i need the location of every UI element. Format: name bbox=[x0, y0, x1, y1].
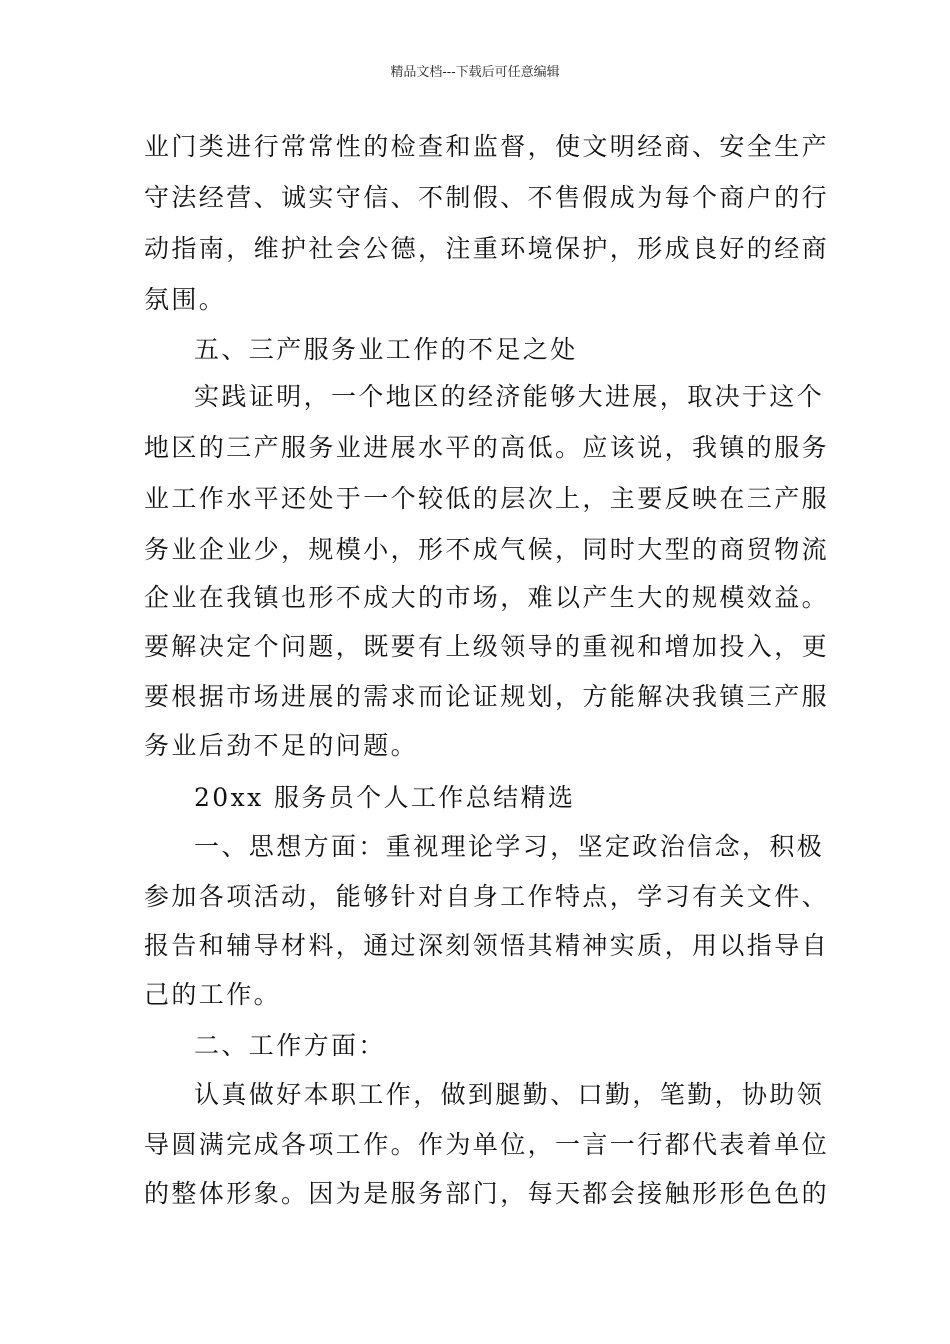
paragraph-line: 参加各项活动，能够针对自身工作特点，学习有关文件、 bbox=[144, 882, 830, 911]
paragraph-line: 的整体形象。因为是服务部门，每天都会接触形形色色的 bbox=[144, 1179, 830, 1208]
paragraph-line: 地区的三产服务业进展水平的高低。应该说，我镇的服务 bbox=[144, 433, 830, 462]
paragraph-line: 己的工作。 bbox=[144, 980, 282, 1009]
paragraph-line: 守法经营、诚实守信、不制假、不售假成为每个商户的行 bbox=[144, 183, 830, 212]
paragraph-line: 企业在我镇也形不成大的市场，难以产生大的规模效益。 bbox=[144, 583, 830, 612]
paragraph-line: 实践证明，一个地区的经济能够大进展，取决于这个 bbox=[194, 382, 825, 411]
paragraph-line: 认真做好本职工作，做到腿勤、口勤，笔勤，协助领 bbox=[194, 1080, 825, 1109]
paragraph-line: 业工作水平还处于一个较低的层次上，主要反映在三产服 bbox=[144, 484, 830, 513]
paragraph-line: 务业企业少，规模小，形不成气候，同时大型的商贸物流 bbox=[144, 535, 830, 564]
page-header: 精品文档---下载后可任意编辑 bbox=[390, 65, 560, 80]
paragraph-line: 氛围。 bbox=[144, 285, 227, 314]
section-heading: 五、三产服务业工作的不足之处 bbox=[194, 335, 578, 364]
paragraph-line: 动指南，维护社会公德，注重环境保护，形成良好的经商 bbox=[144, 234, 830, 263]
section-heading: 二、工作方面： bbox=[194, 1031, 386, 1060]
paragraph-line: 要解决定个问题，既要有上级领导的重视和增加投入，更 bbox=[144, 632, 830, 661]
paragraph-line: 业门类进行常常性的检查和监督，使文明经商、安全生产 bbox=[144, 132, 830, 161]
paragraph-line: 报告和辅导材料，通过深刻领悟其精神实质，用以指导自 bbox=[144, 931, 830, 960]
paragraph-line: 导圆满完成各项工作。作为单位，一言一行都代表着单位 bbox=[144, 1130, 830, 1159]
paragraph-line: 要根据市场进展的需求而论证规划，方能解决我镇三产服 bbox=[144, 682, 830, 711]
paragraph-line: 一、思想方面：重视理论学习，坚定政治信念，积极 bbox=[194, 832, 825, 861]
paragraph-line: 务业后劲不足的问题。 bbox=[144, 731, 419, 760]
section-heading: 20xx 服务员个人工作总结精选 bbox=[194, 783, 576, 812]
